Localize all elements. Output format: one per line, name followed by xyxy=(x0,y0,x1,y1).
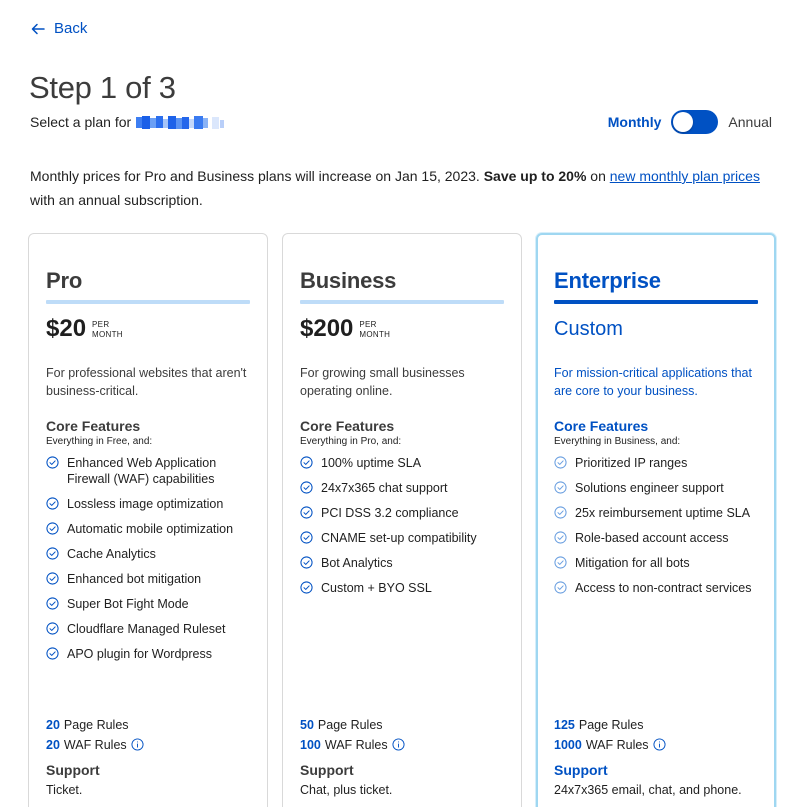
feature-item xyxy=(300,555,504,571)
feature-item xyxy=(46,571,250,587)
check-circle-icon xyxy=(300,556,313,569)
waf-rules-count: 20 xyxy=(46,738,60,752)
core-features-subtitle: Everything in Free, and: xyxy=(46,436,153,447)
feature-item xyxy=(554,455,758,471)
check-circle-icon xyxy=(46,547,59,560)
waf-rules-count: 1000 xyxy=(554,738,582,752)
support-title: Support xyxy=(300,762,354,778)
feature-label: Custom + BYO SSL xyxy=(321,581,432,595)
plan-bar xyxy=(300,300,504,304)
plan-bar xyxy=(46,300,250,304)
plan-cards xyxy=(28,233,776,807)
back-link[interactable] xyxy=(30,20,87,37)
back-label: Back xyxy=(54,20,88,37)
waf-rules-row xyxy=(46,735,144,755)
feature-item xyxy=(46,546,250,562)
plan-price xyxy=(46,316,250,352)
feature-item xyxy=(46,496,250,512)
core-features-title: Core Features xyxy=(300,418,395,434)
feature-label: Access to non-contract services xyxy=(575,581,752,595)
waf-rules-label: WAF Rules xyxy=(324,738,388,752)
plan-name: Business xyxy=(300,268,397,293)
feature-list xyxy=(46,455,250,662)
price-month: MONTH xyxy=(359,330,391,339)
feature-label: 25x reimbursement uptime SLA xyxy=(575,506,751,520)
feature-item xyxy=(300,480,504,496)
notice-bold: Save up to 20% xyxy=(483,168,587,184)
feature-label: CNAME set-up compatibility xyxy=(321,531,477,545)
page-rules-label: Page Rules xyxy=(317,718,383,732)
page-rules-count: 125 xyxy=(554,718,575,732)
waf-rules-label: WAF Rules xyxy=(585,738,649,752)
feature-label: Solutions engineer support xyxy=(575,481,724,495)
feature-label: 24x7x365 chat support xyxy=(321,481,448,495)
feature-label: Cache Analytics xyxy=(67,547,156,561)
monthly-label[interactable]: Monthly xyxy=(607,114,662,130)
page-rules-row xyxy=(46,715,144,735)
check-circle-icon xyxy=(554,531,567,544)
subtitle-text: Select a plan for xyxy=(30,114,132,130)
check-circle-icon xyxy=(46,622,59,635)
check-circle-icon xyxy=(300,456,313,469)
feature-item xyxy=(300,455,504,471)
plan-price-custom: Custom xyxy=(554,318,623,340)
info-icon[interactable] xyxy=(131,738,144,751)
billing-toggle xyxy=(608,110,772,134)
feature-label: Super Bot Fight Mode xyxy=(67,597,189,611)
plan-limits xyxy=(554,715,666,755)
check-circle-icon xyxy=(554,506,567,519)
waf-rules-label: WAF Rules xyxy=(63,738,127,752)
check-circle-icon xyxy=(300,581,313,594)
page-rules-count: 50 xyxy=(300,718,314,732)
plan-card-enterprise[interactable] xyxy=(536,233,776,807)
core-features-subtitle: Everything in Business, and: xyxy=(554,436,681,447)
feature-label: Enhanced Web Application Firewall (WAF) capabilities xyxy=(67,456,217,486)
info-icon[interactable] xyxy=(392,738,405,751)
price-month: MONTH xyxy=(92,330,123,339)
plan-card-business[interactable] xyxy=(282,233,522,807)
check-circle-icon xyxy=(46,572,59,585)
notice-text-2: on xyxy=(590,168,606,184)
plan-name: Enterprise xyxy=(554,268,661,293)
feature-item xyxy=(554,480,758,496)
support-text: Chat, plus ticket. xyxy=(300,783,393,797)
check-circle-icon xyxy=(46,497,59,510)
feature-label: Automatic mobile optimization xyxy=(67,522,234,536)
waf-rules-count: 100 xyxy=(300,738,321,752)
feature-label: Enhanced bot mitigation xyxy=(67,572,202,586)
plan-bar xyxy=(554,300,758,304)
price-period xyxy=(92,320,123,340)
check-circle-icon xyxy=(300,531,313,544)
page-rules-count: 20 xyxy=(46,718,60,732)
page-rules-row xyxy=(554,715,666,735)
feature-item xyxy=(554,555,758,571)
check-circle-icon xyxy=(46,522,59,535)
support-title: Support xyxy=(46,762,100,778)
page-title: Step 1 of 3 xyxy=(29,70,176,105)
plan-limits xyxy=(300,715,405,755)
feature-label: Mitigation for all bots xyxy=(575,556,690,570)
feature-label: 100% uptime SLA xyxy=(321,456,422,470)
feature-list xyxy=(300,455,504,596)
price-amount: $200 xyxy=(300,315,354,342)
support-text: Ticket. xyxy=(46,783,83,797)
redacted-domain-image xyxy=(136,114,226,130)
feature-item xyxy=(46,646,250,662)
feature-label: Cloudflare Managed Ruleset xyxy=(67,622,226,636)
feature-item xyxy=(46,521,250,537)
feature-item xyxy=(300,505,504,521)
new-prices-link[interactable]: new monthly plan prices xyxy=(609,168,760,184)
page-rules-row xyxy=(300,715,405,735)
feature-item xyxy=(300,530,504,546)
price-per: PER xyxy=(359,320,377,329)
waf-rules-row xyxy=(554,735,666,755)
core-features-title: Core Features xyxy=(554,418,649,434)
feature-label: Prioritized IP ranges xyxy=(575,456,688,470)
core-features-title: Core Features xyxy=(46,418,141,434)
plan-description: For mission-critical applications that are core to your business. xyxy=(554,366,752,398)
check-circle-icon xyxy=(300,506,313,519)
check-circle-icon xyxy=(554,556,567,569)
check-circle-icon xyxy=(46,597,59,610)
plan-limits xyxy=(46,715,144,755)
plan-card-pro[interactable] xyxy=(28,233,268,807)
billing-switch[interactable] xyxy=(671,110,718,134)
price-per: PER xyxy=(92,320,110,329)
check-circle-icon xyxy=(300,481,313,494)
feature-item xyxy=(554,530,758,546)
check-circle-icon xyxy=(46,456,59,469)
feature-item xyxy=(46,455,250,487)
feature-label: Bot Analytics xyxy=(321,556,393,570)
feature-label: Lossless image optimization xyxy=(67,497,224,511)
check-circle-icon xyxy=(554,581,567,594)
price-notice xyxy=(30,164,770,212)
plan-price xyxy=(300,316,504,352)
support-title: Support xyxy=(554,762,608,778)
annual-label[interactable]: Annual xyxy=(728,114,772,130)
arrow-left-icon xyxy=(30,21,46,37)
page-rules-label: Page Rules xyxy=(578,718,644,732)
feature-item xyxy=(46,596,250,612)
notice-text-3: with an annual subscription. xyxy=(30,192,203,208)
feature-label: Role-based account access xyxy=(575,531,729,545)
page-subtitle xyxy=(30,114,226,130)
feature-label: APO plugin for Wordpress xyxy=(67,647,212,661)
waf-rules-row xyxy=(300,735,405,755)
plan-name: Pro xyxy=(46,268,83,293)
feature-item xyxy=(300,580,504,596)
check-circle-icon xyxy=(554,481,567,494)
price-period xyxy=(359,320,390,340)
core-features-subtitle: Everything in Pro, and: xyxy=(300,436,402,447)
feature-item xyxy=(554,505,758,521)
feature-item xyxy=(554,580,758,596)
feature-item xyxy=(46,621,250,637)
notice-text-1: Monthly prices for Pro and Business plans will increase on Jan 15, 2023. xyxy=(30,168,480,184)
page-rules-label: Page Rules xyxy=(63,718,129,732)
check-circle-icon xyxy=(46,647,59,660)
plan-description: For professional websites that aren't business-critical. xyxy=(46,366,247,398)
switch-knob xyxy=(673,112,693,132)
check-circle-icon xyxy=(554,456,567,469)
info-icon[interactable] xyxy=(653,738,666,751)
feature-label: PCI DSS 3.2 compliance xyxy=(321,506,459,520)
plan-description: For growing small businesses operating online. xyxy=(300,366,465,398)
feature-list xyxy=(554,455,758,596)
support-text: 24x7x365 email, chat, and phone. xyxy=(554,783,742,797)
price-amount: $20 xyxy=(46,315,87,342)
